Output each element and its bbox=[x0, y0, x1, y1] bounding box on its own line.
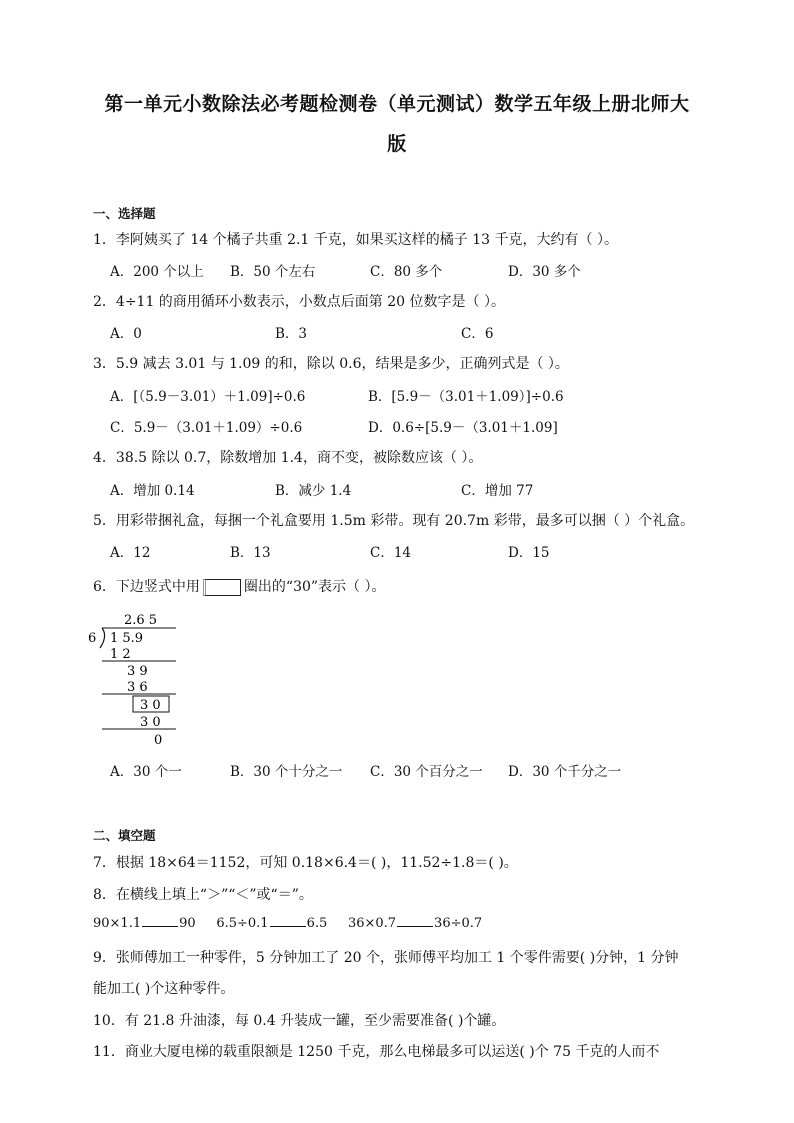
section-heading-choice: 一、选择题 bbox=[93, 206, 156, 221]
division-row-5: 3 0 bbox=[140, 715, 161, 730]
division-quotient: 2.6 5 bbox=[124, 613, 158, 628]
q5-option-c: C．14 bbox=[370, 545, 412, 561]
long-division-diagram bbox=[86, 604, 196, 754]
q3-option-d: D．0.6÷[5.9－（3.01＋1.09] bbox=[368, 420, 558, 436]
question-2: 2．4÷11 的商用循环小数表示，小数点后面第 20 位数字是（ ）。 bbox=[93, 294, 505, 310]
q8-expressions: 90×1.1 90 6.5÷0.1 6.5 36×0.7 36÷0.7 bbox=[93, 916, 483, 931]
q6-option-b: B．30 个十分之一 bbox=[230, 764, 343, 780]
q1-option-d: D．30 多个 bbox=[508, 264, 581, 280]
division-row-3: 3 6 bbox=[127, 680, 148, 695]
division-row-6: 0 bbox=[154, 733, 163, 748]
division-row-4: 3 0 bbox=[140, 698, 161, 713]
q1-option-c: C．80 多个 bbox=[370, 264, 443, 280]
question-9-line-2: 能加工( )个这种零件。 bbox=[93, 981, 235, 997]
q2-option-c: C．6 bbox=[461, 326, 494, 342]
q6-option-a: A．30 个一 bbox=[110, 764, 182, 780]
question-3: 3．5.9 减去 3.01 与 1.09 的和，除以 0.6，结果是多少，正确列式是（ ）。 bbox=[93, 356, 569, 372]
q6-option-d: D．30 个千分之一 bbox=[508, 764, 622, 780]
question-7: 7．根据 18×64＝1152，可知 0.18×6.4＝( )，11.52÷1.8＝( )。 bbox=[93, 855, 518, 871]
q5-option-b: B．13 bbox=[230, 545, 271, 561]
q3-option-a: A．[（5.9－3.01）＋1.09]÷0.6 bbox=[110, 389, 306, 405]
question-9-line-1: 9．张师傅加工一种零件，5 分钟加工了 20 个，张师傅平均加工 1 个零件需要( )分钟，1 分钟 bbox=[93, 950, 679, 966]
division-row-1: 1 2 bbox=[110, 647, 131, 662]
question-4: 4．38.5 除以 0.7，除数增加 1.4，商不变，被除数应该（ ）。 bbox=[93, 450, 483, 466]
q5-option-d: D．15 bbox=[508, 545, 550, 561]
q4-option-a: A．增加 0.14 bbox=[110, 483, 195, 499]
answer-blank[interactable] bbox=[397, 914, 433, 927]
question-8: 8．在横线上填上“＞”“＜”或“＝”。 bbox=[93, 887, 313, 903]
box-outline-icon bbox=[203, 579, 241, 596]
division-divisor: 6 bbox=[88, 631, 97, 646]
q4-option-b: B．减少 1.4 bbox=[275, 483, 352, 499]
q1-option-a: A．200 个以上 bbox=[110, 264, 204, 280]
question-5: 5．用彩带捆礼盒，每捆一个礼盒要用 1.5m 彩带。现有 20.7m 彩带，最多可以捆（ ）个礼盒。 bbox=[93, 513, 695, 529]
q3-option-b: B．[5.9－（3.01＋1.09）]÷0.6 bbox=[368, 389, 564, 405]
question-11: 11．商业大厦电梯的载重限额是 1250 千克，那么电梯最多可以运送( )个 75 千克的人而不 bbox=[93, 1044, 660, 1060]
answer-blank[interactable] bbox=[270, 914, 306, 927]
division-row-2: 3 9 bbox=[127, 664, 148, 679]
question-6: 6．下边竖式中用 圈出的“30”表示（ ）。 bbox=[93, 579, 386, 595]
q1-option-b: B．50 个左右 bbox=[230, 264, 316, 280]
answer-blank[interactable] bbox=[142, 914, 178, 927]
question-1: 1．李阿姨买了 14 个橘子共重 2.1 千克，如果买这样的橘子 13 千克，大约有（ ）。 bbox=[93, 232, 618, 248]
q2-option-a: A．0 bbox=[110, 326, 142, 342]
q3-option-c: C．5.9－（3.01＋1.09）÷0.6 bbox=[110, 420, 303, 436]
section-heading-fill: 二、填空题 bbox=[93, 828, 156, 843]
q5-option-a: A．12 bbox=[110, 545, 151, 561]
q6-option-c: C．30 个百分之一 bbox=[370, 764, 483, 780]
question-10: 10．有 21.8 升油漆，每 0.4 升装成一罐，至少需要准备( )个罐。 bbox=[93, 1013, 506, 1029]
division-dividend: 1 5.9 bbox=[110, 631, 144, 646]
q4-option-c: C．增加 77 bbox=[461, 483, 534, 499]
page-title: 第一单元小数除法必考题检测卷（单元测试）数学五年级上册北师大 版 bbox=[104, 93, 690, 155]
q2-option-b: B．3 bbox=[275, 326, 308, 342]
